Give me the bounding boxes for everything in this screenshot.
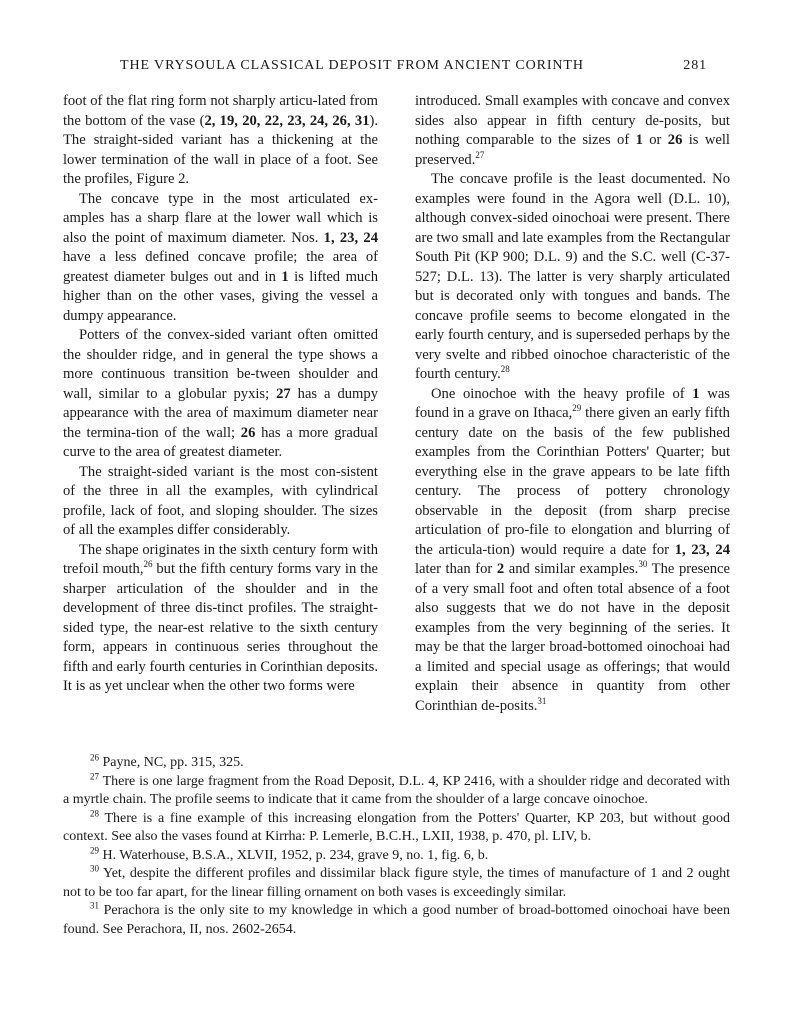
paragraph: The shape originates in the sixth century form with trefoil mouth,$^{26}$ but the fifth century forms vary in the sharper articulation of the shoulder and in the development of three dis-tinct profiles. The straight-sided type, the near-est relative to the sixth century form, appears in continuous series throughout the fifth and early fourth centuries in Corinthian deposits. It is as yet unclear when the other two forms were <box>63 541 378 694</box>
footnote: $^{31}$ Perachora is the only site to my knowledge in which a good number of broad-bottomed oinochoai have been found. See Perachora, II, nos. 2602-2654. <box>63 900 730 937</box>
footnote: $^{26}$ Payne, NC, pp. 315, 325. <box>90 752 244 770</box>
footnote: $^{28}$ There is a fine example of this increasing elongation from the Potters' Quarter, KP 203, but without good context. See also the vases found at Kirrha: P. Lemerle, B.C.H., LXII, 1938, p. 470, pl. LIV, b. <box>63 807 730 844</box>
paragraph: The straight-sided variant is the most con-sistent of the three in all the examples, with cylindrical profile, lack of foot, and sloping shoulder. The sizes of all the examples differ considerably. <box>63 463 378 538</box>
paragraph: introduced. Small examples with concave and convex sides also appear in fifth century de-posits, but nothing comparable to the sizes of 1 or 26 is well preserved.$^{27}$ <box>415 93 730 168</box>
footnote-ref: 28 <box>500 364 510 375</box>
footnote-ref: 31 <box>537 695 547 706</box>
running-title: THE VRYSOULA CLASSICAL DEPOSIT FROM ANCIENT CORINTH <box>120 58 584 73</box>
paragraph: foot of the flat ring form not sharply articu-lated from the bottom of the vase (2, 19, 20, 22, 23, 24, 26, 31). The straight-sided variant has a thickening at the lower termination of the wall in place of a foot. See the profiles, Figure 2. <box>63 93 379 187</box>
paragraph: The concave type in the most articulated ex-amples has a sharp flare at the lower wall which is also the point of maximum diameter. Nos. 1, 23, 24 have a less defined concave profile; the area of greatest diameter bulges out and in 1 is lifted much higher than on the other vases, giving the vessel a dumpy appearance. <box>63 190 378 324</box>
footnote-ref: 26 <box>143 559 153 570</box>
paragraph: Potters of the convex-sided variant often omitted the shoulder ridge, and in general the type shows a more continuous transition be-tween shoulder and wall, similar to a globular pyxis; 27 has a dumpy appearance with the area of maximum diameter near the termina-tion of the wall; 26 has a more gradual curve to the area of greatest diameter. <box>63 327 378 460</box>
footnote: $^{30}$ Yet, despite the different profiles and dissimilar black figure style, the times of manufacture of 1 and 2 ought not to be too far apart, for the linear filling ornament on both vases is exceedingly similar. <box>63 863 730 900</box>
footnote: $^{29}$ H. Waterhouse, B.S.A., XLVII, 1952, p. 234, grave 9, no. 1, fig. 6, b. <box>90 844 489 863</box>
left-column <box>63 92 378 697</box>
right-column <box>415 92 730 716</box>
footnote: $^{27}$ There is one large fragment from the Road Deposit, D.L. 4, KP 2416, with a shoulder ridge and decorated with a myrtle chain. The profile seems to indicate that it came from the shoulder of a large concave oinochoe. <box>63 770 730 807</box>
footnote-ref: 27 <box>475 149 485 160</box>
paragraph: The concave profile is the least documented. No examples were found in the Agora well (D.L. 10), although convex-sided oinochoai were present. There are two small and late examples from the Rectangular South Pit (KP 900; D.L. 9) and the S.C. well (C-37-527; D.L. 13). The latter is very sharply articulated but is decorated only with tongues and bands. The concave profile seems to become elongated in the early fourth century, and is superseded perhaps by the very svelte and ribbed oinochoe characteristic of the fourth century.$^{28}$ <box>415 171 730 382</box>
page-number: 281 <box>683 58 707 73</box>
footnotes <box>63 754 730 939</box>
footnote-ref: 29 <box>572 403 582 414</box>
footnote-ref: 30 <box>638 559 648 570</box>
running-header <box>120 58 707 76</box>
paragraph: One oinochoe with the heavy profile of 1 was found in a grave on Ithaca,$^{29}$ there given an early fifth century date on the basis of the few published examples from the Corinthian Potters' Quarter; but everything else in the grave appears to be late fifth century. The process of pottery chronology observable in the deposit (from sharp precise articulation of pro-file to elongation and blurring of the articula-tion) would require a date for 1, 23, 24 later than for 2 and similar examples.$^{30}$ The presence of a very small foot and often total absence of a foot also suggests that we do not have in the deposit examples from the very beginning of the series. It may be that the larger broad-bottomed oinochoai had a limited and special usage as offerings; that would explain their absence in quantity from other Corinthian de-posits.$^{31}$ <box>415 385 731 714</box>
